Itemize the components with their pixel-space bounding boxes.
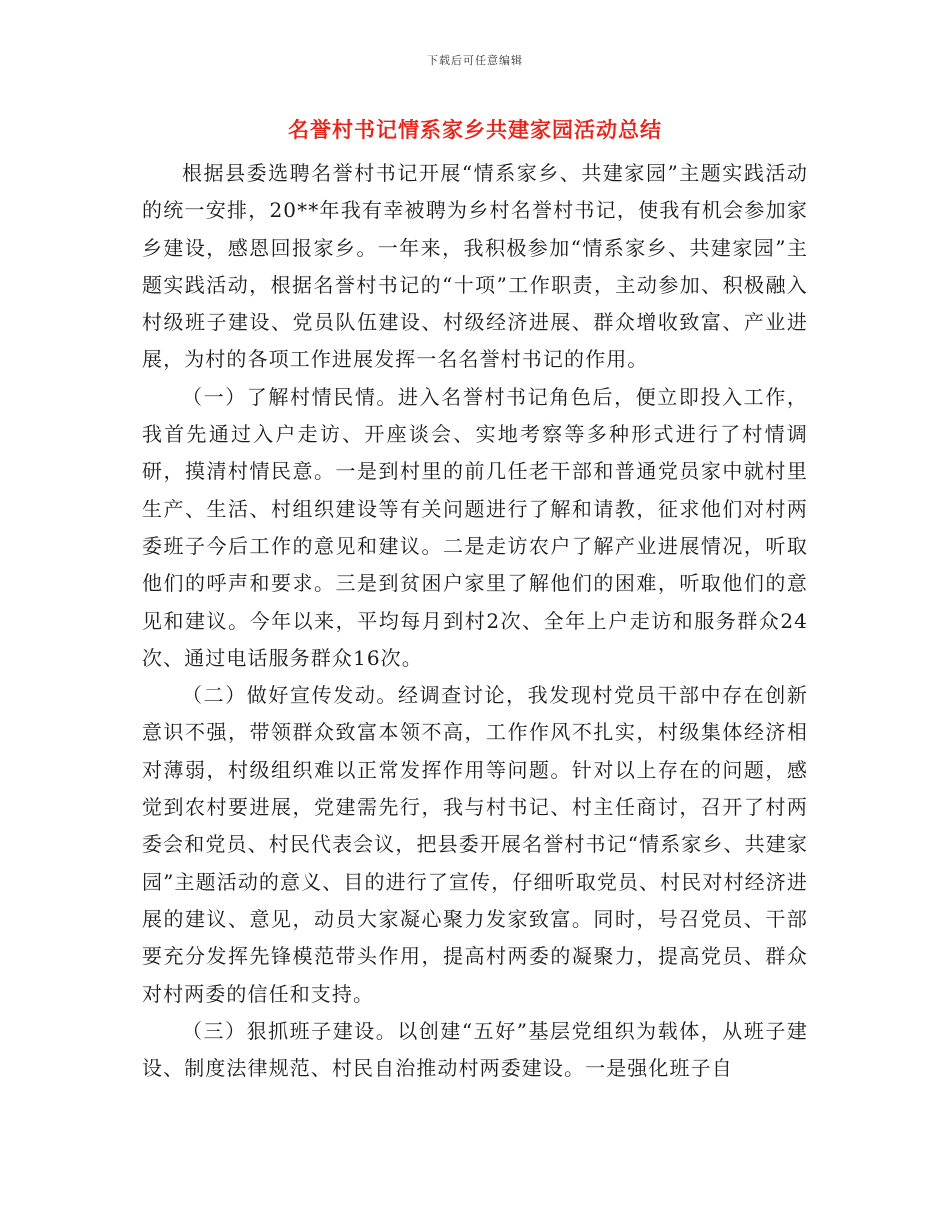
header-note: 下载后可任意编辑 — [427, 54, 523, 67]
paragraph-section-1: （一）了解村情民情。进入名誉村书记角色后，便立即投入工作，我首先通过入户走访、开座谈会、实地考察等多种形式进行了村情调研，摸清村情民意。一是到村里的前几任老干部和普通党员家中就村里生产、生活、村组织建设等有关问题进行了解和请教，征求他们对村两委班子今后工作的意见和建议。二是走访农户了解产业进展情况，听取他们的呼声和要求。三是到贫困户家里了解他们的困难，听取他们的意见和建议。今年以来，平均每月到村2次、全年上户走访和服务群众24次、通过电话服务群众16次。 — [142, 384, 808, 670]
paragraph-intro: 根据县委选聘名誉村书记开展“情系家乡、共建家园”主题实践活动的统一安排，20**年我有幸被聘为乡村名誉村书记，使我有机会参加家乡建设，感恩回报家乡。一年来，我积极参加“情系家乡、共建家园”主题实践活动，根据名誉村书记的“十项”工作职责，主动参加、积极融入村级班子建设、党员队伍建设、村级经济进展、群众增收致富、产业进展，为村的各项工作进展发挥一名名誉村书记的作用。 — [142, 161, 808, 372]
paragraph-section-3: （三）狠抓班子建设。以创建“五好”基层党组织为载体，从班子建设、制度法律规范、村民自治推动村两委建设。一是强化班子自 — [142, 1018, 808, 1081]
document-title: 名誉村书记情系家乡共建家园活动总结 — [288, 118, 662, 142]
document-body — [142, 155, 808, 1087]
paragraph-section-2: （二）做好宣传发动。经调查讨论，我发现村党员干部中存在创新意识不强，带领群众致富本领不高，工作作风不扎实，村级集体经济相对薄弱，村级组织难以正常发挥作用等问题。针对以上存在的问题，感觉到农村要进展，党建需先行，我与村书记、村主任商讨，召开了村两委会和党员、村民代表会议，把县委开展名誉村书记“情系家乡、共建家园”主题活动的意义、目的进行了宣传，仔细听取党员、村民对村经济进展的建议、意见，动员大家凝心聚力发家致富。同时，号召党员、干部要充分发挥先锋模范带头作用，提高村两委的凝聚力，提高党员、群众对村两委的信任和支持。 — [142, 683, 808, 1006]
